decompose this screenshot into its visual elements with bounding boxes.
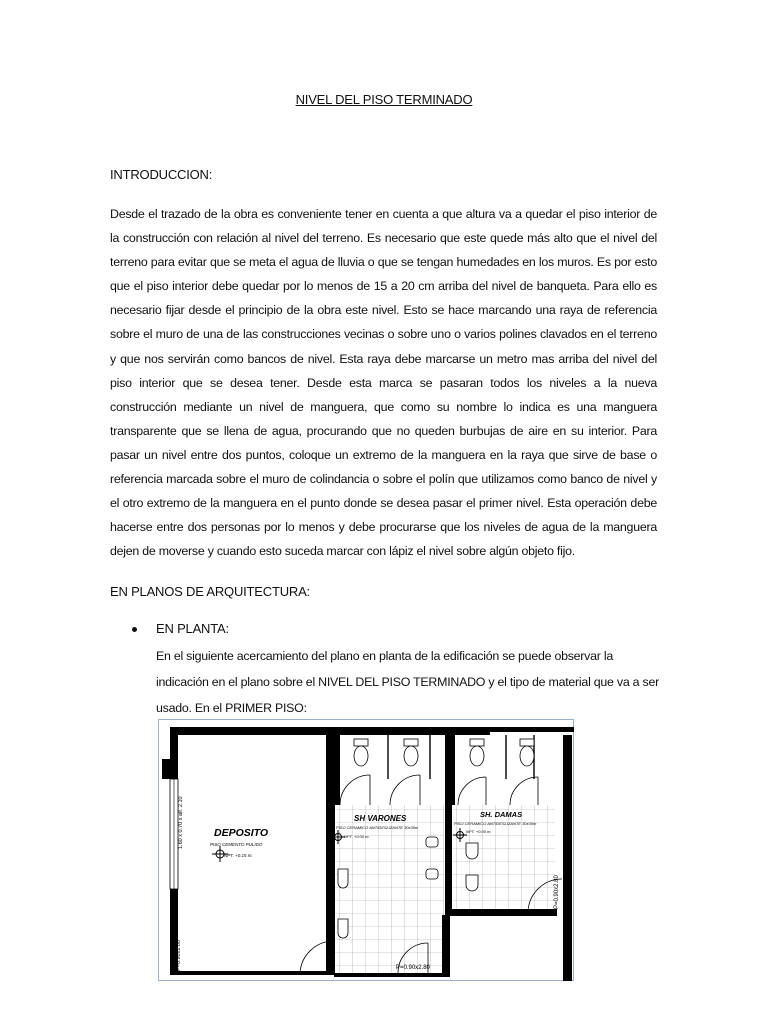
section-heading: EN PLANOS DE ARQUITECTURA: xyxy=(110,584,310,599)
window-label: 1.60 x 0.70 x alf. 2.10 xyxy=(178,796,184,849)
intro-heading: INTRODUCCION: xyxy=(110,167,213,182)
bullet-text: En el siguiente acercamiento del plano en planta de la edificación se puede observar la indicación en el plano sobre el NIVEL DEL PISO TERMINADO y el tipo de material que va a ser usado. En el PRIMER PISO: xyxy=(156,649,659,715)
bullet-label: EN PLANTA: xyxy=(156,621,229,636)
bullet-dot-icon xyxy=(132,627,137,632)
deposito-floor-label: PISO CEMENTO PULIDO xyxy=(210,842,263,847)
sh-damas-label: SH. DAMAS xyxy=(480,810,523,819)
deposito-npt-label: NPT. +0.15 m. xyxy=(224,853,253,858)
door-bottom-label: P=0.90x2.80 xyxy=(396,965,430,971)
intro-paragraph: Desde el trazado de la obra es conveniente tener en cuenta a que altura va a quedar el piso interior de la construcción con relación al nivel del terreno. Es necesario que este quede más alto que el nivel del terreno para evitar que se meta el agua de lluvia o que se tengan humedades en los muros. Es por esto que el piso interior debe quedar por lo menos de 15 a 20 cm arriba del nivel de banqueta. Para ello es necesario fijar desde el principio de la obra este nivel. Esto se hace marcando una raya de referencia sobre el muro de una de las construcciones vecinas o sobre uno o varios polines clavados en el terreno y que nos servirán como bancos de nivel. Esta raya debe marcarse un metro mas arriba del nivel del piso interior que se desea tener. Desde esta marca se pasaran todos los niveles a la nueva construcción mediante un nivel de manguera, que como su nombre lo indica es una manguera transparente que se llena de agua, procurando que no queden burbujas de aire en su interior. Para pasar un nivel entre dos puntos, coloque un extremo de la manguera en la raya que sirve de base o referencia marcada sobre el muro de colindancia o sobre el polín que utilizamos como banco de nivel y el otro extremo de la manguera en el punto donde se desea pasar el primer nivel. Esta operación debe hacerse entre dos personas por lo menos y debe procurarse que los niveles de agua de la manguera dejen de moverse y cuando esto suceda marcar con lápiz el nivel sobre algún objeto fijo. xyxy=(110,207,657,559)
deposito-label: DEPOSITO xyxy=(214,827,269,839)
sh-damas-floor-label: PISO CERAMICO ANTIDESLIZANTE 30x30m xyxy=(454,821,537,826)
document-title: NIVEL DEL PISO TERMINADO xyxy=(295,92,473,107)
sh-varones-floor-tiles xyxy=(334,805,447,975)
door-left-label: P=0.90x2.00 xyxy=(176,939,182,971)
sh-varones-floor-label: PISO CERAMICO ANTIDESLIZANTE 30x30m xyxy=(336,825,419,830)
sh-varones-npt-label: NPT. +0.00 m. xyxy=(344,834,370,839)
floor-plan-image xyxy=(158,719,574,981)
door-right-label: P=0.90x2.80 xyxy=(554,875,560,909)
sh-damas-npt-label: NPT. +0.00 m. xyxy=(466,829,492,834)
sh-varones-label: SH VARONES xyxy=(354,814,407,823)
